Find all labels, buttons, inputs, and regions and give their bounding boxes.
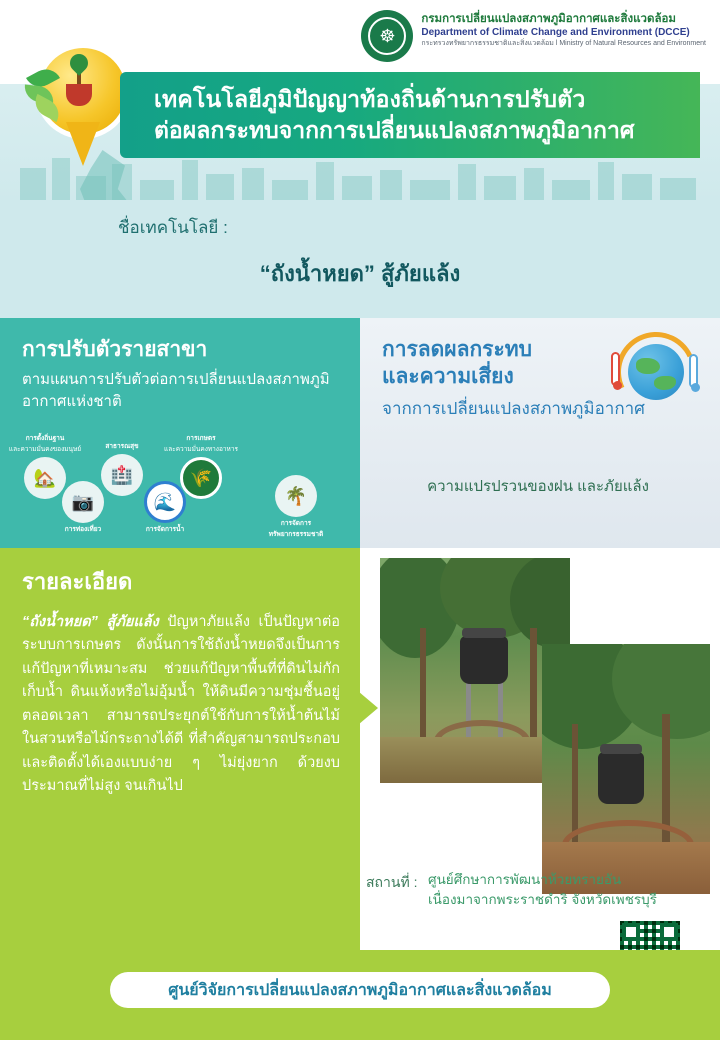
panels-section	[0, 318, 720, 548]
mitigation-subheading: จากการเปลี่ยนแปลงสภาพภูมิอากาศ	[382, 398, 645, 418]
water-management-icon: 🌊	[144, 481, 186, 523]
health-icon: 🏥	[101, 454, 143, 496]
technology-name-value: “ถังน้ำหยด” สู้ภัยแล้ง	[259, 261, 461, 286]
tourism-icon: 📷	[62, 481, 104, 523]
sector-natural-resources	[246, 475, 346, 539]
organization-text	[421, 10, 706, 49]
sector-settlement-label-2: และความมั่นคงของมนุษย์	[8, 446, 82, 454]
settlement-icon: 🏡	[24, 457, 66, 499]
mitigation-note: ความแปรปรวนของฝน และภัยแล้ง	[427, 477, 649, 495]
footer-organization: ศูนย์วิจัยการเปลี่ยนแปลงสภาพภูมิอากาศและสิ่งแวดล้อม	[110, 972, 610, 1008]
footer-band	[0, 950, 720, 1040]
sector-tourism-label: การท่องเที่ยว	[64, 526, 102, 533]
poster-header	[0, 0, 720, 200]
mitigation-heading-line2: และความเสี่ยง	[382, 365, 514, 389]
org-ministry: กระทรวงทรัพยากรธรรมชาติและสิ่งแวดล้อม l Ministry of Natural Resources and Environment	[421, 40, 706, 48]
technology-name-section	[0, 200, 720, 318]
natural-resources-icon: 🌴	[275, 475, 317, 517]
sector-tourism	[46, 481, 120, 534]
sector-natural-label-2: ทรัพยากรธรรมชาติ	[268, 531, 324, 539]
dcce-emblem-icon	[361, 10, 413, 62]
detail-section	[0, 548, 360, 920]
detail-lead: “ถังน้ำหยด” สู้ภัยแล้ง	[22, 614, 159, 630]
sector-adaptation-heading: การปรับตัวรายสาขา	[22, 338, 208, 361]
dcce-emblem-inner: ☸	[368, 17, 406, 55]
sector-adaptation-body: ตามแผนการปรับตัวต่อการเปลี่ยนแปลงสภาพภูมิอากาศแห่งชาติ	[22, 371, 330, 411]
mitigation-risk-panel	[360, 318, 720, 548]
sector-agriculture-label-1: การเกษตร	[186, 435, 216, 442]
thermometer-hot-icon	[611, 352, 620, 386]
detail-bottom-edge	[0, 920, 360, 950]
sector-natural-label-1: การจัดการ	[280, 520, 312, 527]
sector-health-label: สาธารณสุข	[105, 443, 139, 450]
poster-title-banner	[120, 72, 700, 158]
globe-icon	[628, 344, 684, 400]
location-line2: เนื่องมาจากพระราชดำริ จังหวัดเพชรบุรี	[428, 892, 657, 907]
org-name-th: กรมการเปลี่ยนแปลงสภาพภูมิอากาศและสิ่งแวดล้อม	[421, 13, 676, 25]
organization-identity	[361, 10, 706, 62]
detail-heading: รายละเอียด	[22, 569, 133, 594]
detail-arrow-marker	[352, 686, 378, 730]
sector-adaptation-panel	[0, 318, 360, 548]
org-name-en: Department of Climate Change and Environment (DCCE)	[421, 27, 690, 39]
sector-icon-strip	[0, 435, 360, 540]
poster-title-line2: ต่อผลกระทบจากการเปลี่ยนแปลงสภาพภูมิอากาศ	[154, 117, 635, 143]
sector-water-label: การจัดการน้ำ	[145, 526, 185, 533]
sector-settlement-label-1: การตั้งถิ่นฐาน	[25, 435, 65, 442]
sector-water-management	[128, 481, 202, 534]
location-label: สถานที่ :	[366, 874, 418, 890]
agriculture-icon: 🌾	[180, 457, 222, 499]
thermometer-cold-icon	[689, 354, 698, 388]
technology-name-label: ชื่อเทคโนโลยี :	[118, 218, 228, 237]
drip-tank-field-photo-2	[542, 644, 710, 894]
mitigation-heading-line1: การลดผลกระทบ	[382, 338, 532, 361]
location-line1: ศูนย์ศึกษาการพัฒนาห้วยทรายอัน	[428, 872, 622, 887]
poster-title-line1: เทคโนโลยีภูมิปัญญาท้องถิ่นด้านการปรับตัว	[154, 85, 586, 112]
sector-agriculture-label-2: และความมั่นคงทางอาหาร	[164, 446, 238, 454]
detail-body	[22, 611, 340, 799]
detail-text: ปัญหาภัยแล้ง เป็นปัญหาต่อระบบการเกษตร ดังนั้นการใช้ถังน้ำหยดจึงเป็นการแก้ปัญหาที่เหมาะสม ช่วยแก้ปัญหาพื้นที่ที่ดินไม่กักเก็บน้ำ ดินแห้งหรือไม่อุ้มน้ำ ให้ดินมีความชุ่มชื้นอยู่ตลอดเวลา สามารถประยุกต์ใช้กับการให้น้ำต้นไม้ในสวนหรือไม้กระถางได้ดี ที่สำคัญสามารถประกอบและติดตั้งได้เองแบบง่าย ๆ ไม่ยุ่งยาก ด้วยงบประมาณที่ไม่สูง จนเกินไป	[22, 614, 340, 795]
